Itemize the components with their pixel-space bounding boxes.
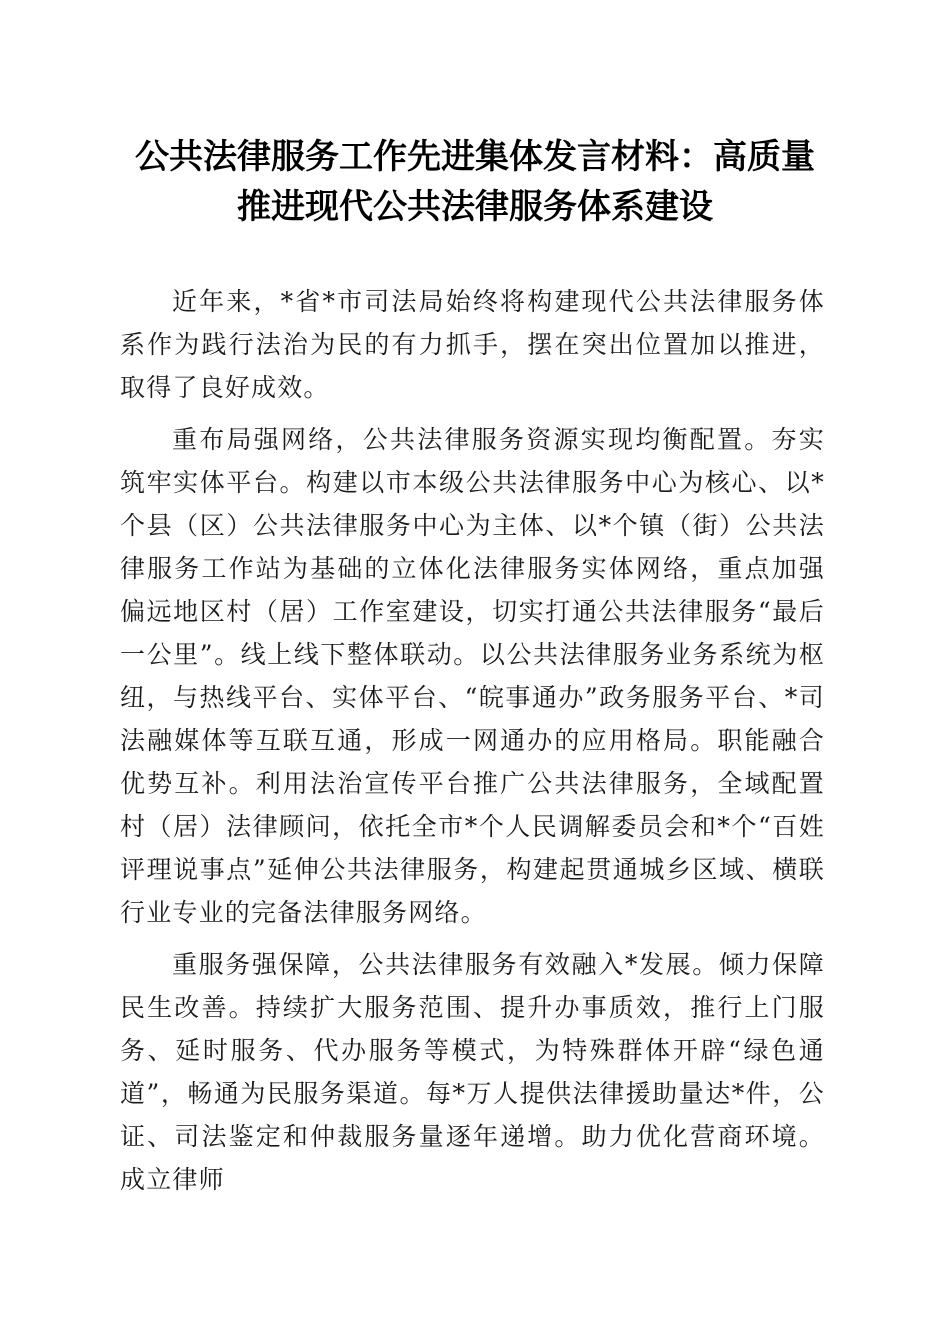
paragraph-service: 重服务强保障，公共法律服务有效融入*发展。倾力保障民生改善。持续扩大服务范围、提升办事质效，推行上门服务、延时服务、代办服务等模式，为特殊群体开辟“绿色通道”，畅通为民服务渠道。每*万人提供法律援助量达*件，公证、司法鉴定和仲裁服务量逐年递增。助力优化营商环境。成立律师: [120, 950, 825, 1194]
paragraph-intro: 近年来，*省*市司法局始终将构建现代公共法律服务体系作为践行法治为民的有力抓手，摆在突出位置加以推进，取得了良好成效。: [120, 287, 825, 402]
title-line-2: 推进现代公共法律服务体系建设: [237, 187, 713, 227]
document-body: [120, 280, 825, 1210]
title-line-1: 公共法律服务工作先进集体发言材料：高质量: [135, 137, 815, 177]
document-title: [100, 132, 850, 232]
paragraph-network: 重布局强网络，公共法律服务资源实现均衡配置。夯实筑牢实体平台。构建以市本级公共法律服务中心为核心、以*个县（区）公共法律服务中心为主体、以*个镇（街）公共法律服务工作站为基础的立体化法律服务实体网络，重点加强偏远地区村（居）工作室建设，切实打通公共法律服务“最后一公里”。线上线下整体联动。以公共法律服务业务系统为枢纽，与热线平台、实体平台、“皖事通办”政务服务平台、*司法融媒体等互联互通，形成一网通办的应用格局。职能融合优势互补。利用法治宣传平台推广公共法律服务，全域配置村（居）法律顾问，依托全市*个人民调解委员会和*个“百姓评理说事点”延伸公共法律服务，构建起贯通城乡区域、横联行业专业的完备法律服务网络。: [120, 425, 825, 927]
